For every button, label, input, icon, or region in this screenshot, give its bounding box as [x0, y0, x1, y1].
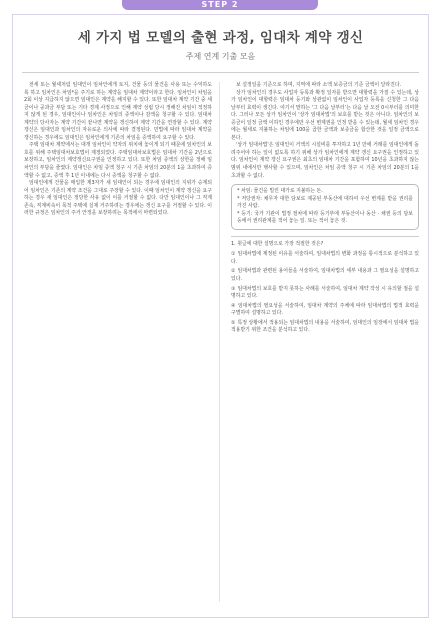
answer-choice-4[interactable]	[231, 303, 419, 318]
paragraph: 상가 임차인의 경우도 사업자 등록과 확정 일자를 받으면 대항력을 가질 수 있는데, 상가 임차인이 대항력은 임대차 등기와 상관없이 임차인이 사업자 등록을 신청한 그 다음 날부터 효력이 생긴다. 여기서 말하는 '그 다음 날부터'는 다음 날 오전 0시부터를 의미한다. 그러나 모든 상가 임차인이 '상가 임대차법'의 보호를 받는 것은 아니다. 임차인의 보증금이 일정 금액 이하인 경우에만 우선 변제권을 인정 받을 수 있는데, 월세 임차인 경우에는 월세로 지불하는 차임에 100을 곱한 금액과 보증금을 합산한 것을 일정 금액으로 본다.	[231, 89, 419, 141]
definitions-box	[231, 184, 419, 230]
definition-item: * 차임: 물건을 빌린 대가로 지불하는 돈.	[237, 188, 323, 195]
right-column	[231, 82, 419, 337]
document-title: 세 가지 법 모델의 출현 과정, 임대차 계약 갱신	[77, 30, 364, 46]
choice-number: ②	[231, 268, 236, 275]
answer-choice-1[interactable]	[231, 251, 419, 266]
choice-number: ④	[231, 302, 236, 309]
column-divider	[219, 82, 220, 602]
choice-number: ⑤	[231, 319, 236, 326]
step-tab: STEP 2	[122, 0, 318, 10]
title-rule	[22, 72, 419, 73]
choice-text: 임대차법의 보호를 받지 못하는 사례를 서술하여, 임대차 계약 작성 시 유의할 점을 설명하고 있다.	[231, 285, 419, 300]
question-title: 1. 윗글에 대한 설명으로 가장 적절한 것은?	[231, 240, 324, 247]
paragraph: '상가 임대차법'은 임대인이 거액의 시설비를 투자하고 1년 만에 거래를 임대인에게 돌려주어야 하는 일이 없도록 하기 위해 상가 임차인에게 계약 갱신 요구권을 인정하고 있다. 임차인이 계약 갱신 요구권은 최초의 임대차 기간을 포함하여 10년을 초과하지 않는 범위 내에서만 행사할 수 있으며, 임차인은 차임 증액 청구 시 기존 차임의 20분의 1을 초과할 수 없다.	[231, 142, 419, 179]
paragraph: 주택 임대차 계약에서는 대개 임차인이 약자의 위치에 놓이게 되기 때문에 임차인의 보호를 위해 주택임대차보호법이 제정되었다. 주택임대차보호법은 임대차 기간을 2년으로 보장하고, 임차인의 계약갱신요구권을 인정하고 있다. 또한 차임 증액의 상한을 정해 임차인의 부담을 줄였다. 임대인은 차임 증액 청구 시 기존 차임의 20분의 1을 초과하여 증액할 수 없고, 증액 후 1년 이내에는 다시 증액을 청구할 수 없다.	[24, 142, 212, 179]
paragraph: 임대인에게 건물을 매입한 제3자가 새 임대인이 되는 경우에 임대인의 지위가 승계되어 임차인은 기존의 계약 조건을 그대로 주장할 수 있다. 이때 임차인이 계약 갱신을 요구하는 경우 새 임대인은 정당한 사유 없이 이를 거절할 수 없다. 다만 임대인이나 그 직계존속, 직계비속이 목적 주택에 실제 거주하려는 경우에는 갱신 요구를 거절할 수 있다. 이러한 규정은 임차인의 주거 안정을 보장하려는 목적에서 마련되었다.	[24, 180, 212, 217]
choice-number: ③	[231, 285, 236, 292]
choice-text: 임대차법에 제정된 이유를 서술하여, 임대차법의 변화 과정을 통시적으로 분석하고 있다.	[231, 251, 420, 265]
paragraph: 보 설정일을 기준으로 하며, 지역에 따라 소액 보증금의 기준 금액이 달라진다.	[236, 82, 402, 88]
choice-text: 임대차법과 관련된 용어들을 서술하여, 임대차법의 세부 내용과 그 필요성을 설명하고 있다.	[231, 268, 420, 283]
question-separator	[231, 236, 419, 237]
document-subtitle: 주제 연계 기출 모음	[185, 52, 256, 61]
answer-choice-2[interactable]	[231, 268, 419, 283]
definition-item: * 저당권자: 채무자 대한 담보로 제공된 부동산에 대하여 우선 변제를 받을 권리를 가진 사람.	[237, 195, 413, 210]
choice-number: ①	[231, 251, 236, 258]
paragraph: 전세 또는 월세처럼 임대인이 임차인에게 토지, 건물 등의 물건을 사용 또는 수익하도록 하고 임차인은 차임*을 주기로 하는 계약을 임대차 계약이라고 한다. 임차인이 차임을 2회 이상 지급하지 않으면 임대인은 계약을 해지할 수 있다. 또한 임대차 계약 기간 중 세금이나 공과금 부담 또는 기타 경제 사정으로 인해 계약 성립 당시 정해진 차임이 적정하지 않게 된 경우, 임대인이나 임차인은 차임의 증액이나 감액을 청구할 수 있다. 임대차 계약의 당사자는 계약 기간이 끝나면 계약을 갱신하여 계약 기간을 연장할 수 있다. 계약 갱신은 임대인과 임차인의 자유로운 의사에 따라 결정된다. 민법에 따라 임대차 계약을 갱신하는 경우에도 임대인은 임차인에게 기존의 차임을 증액하여 요구할 수 있다.	[24, 82, 212, 141]
left-column	[24, 82, 212, 218]
answer-choice-3[interactable]	[231, 286, 419, 301]
answer-choice-5[interactable]	[231, 320, 419, 335]
definition-item: * 등기: 국가 기관이 법정 절차에 따라 등기부에 부동산이나 동산 · 채권 등의 담보 등에서 권리관계를 적어 놓는 일. 또는 적어 놓은 것.	[237, 210, 413, 225]
choice-text: 특정 상황에서 적용되는 임대차법의 내용을 서술하여, 임대인의 임장에서 임대차 법을 적용받기 위한 조건을 분석하고 있다.	[231, 319, 420, 334]
choice-text: 임대차법의 필요성을 서술하여, 임대차 계약의 주체에 따라 임대차법의 법적 효력을 구별하여 설명하고 있다.	[231, 302, 419, 317]
